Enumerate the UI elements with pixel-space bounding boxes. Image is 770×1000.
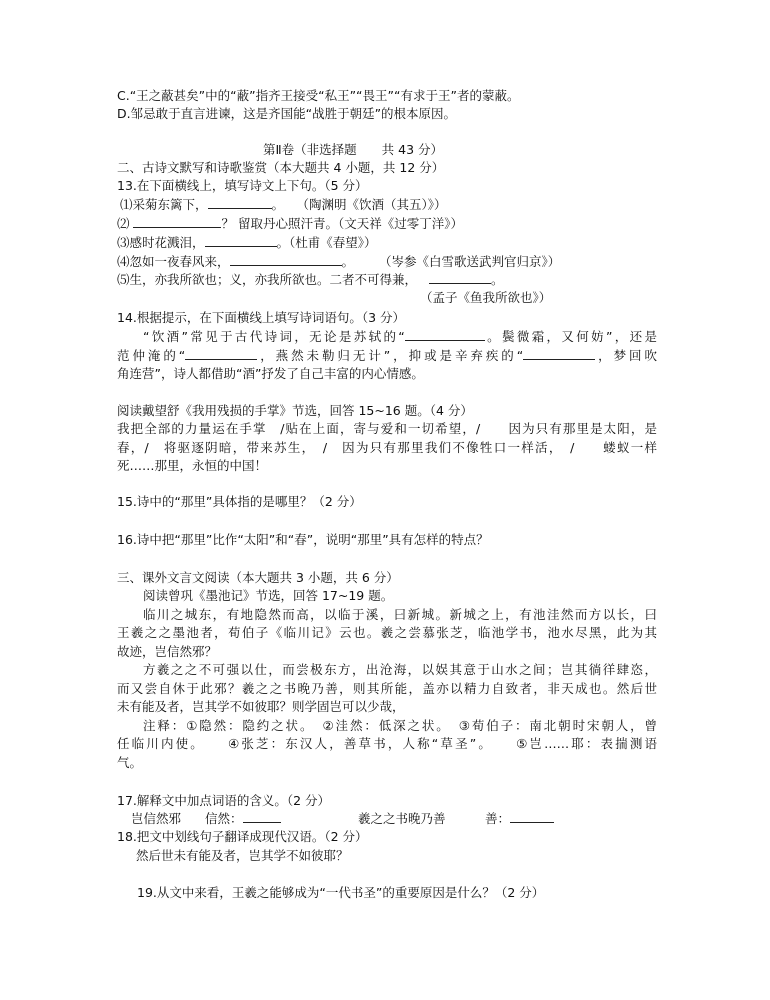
section-heading: 二、古诗文默写和诗歌鉴赏（本大题共 4 小题，共 12 分） (117, 160, 445, 175)
section-heading: 三、课外文言文阅读（本大题共 3 小题，共 6 分） (117, 570, 399, 585)
answer-blank[interactable] (230, 253, 342, 266)
note-line: 任临川内使。 ④张芝：东汉人，善草书，人称“草圣”。 ⑤岂……耶：表揣测语 (117, 736, 657, 751)
answer-blank[interactable] (205, 234, 277, 247)
q13-item-2: ⑵ ？ 留取丹心照汗青。（文天祥《过零丁洋》） (117, 216, 463, 231)
question-13: 13.在下面横线上，填写诗文上下句。（5 分） (117, 178, 368, 193)
q17-item-2: 羲之之书晚乃善 (358, 811, 446, 826)
reading-intro: 阅读曾巩《墨池记》节选，回答 17~19 题。 (143, 588, 394, 603)
answer-blank[interactable] (243, 810, 281, 823)
poem-line: 死……那里，永恒的中国！ (117, 458, 268, 473)
q14-line-2: 范仲淹的“ ，燕然未勒归无计”，抑或是辛弃疾的“ ，梦回吹 (117, 348, 657, 363)
question-15: 15.诗中的“那里”具体指的是哪里？（2 分） (117, 494, 362, 509)
q17-blank-1: 信然： (205, 810, 281, 828)
q13-item-5: ⑸生，亦我所欲也；义，亦我所欲也。二者不可得兼， 。 (117, 272, 504, 287)
q14-line-3: 角连营”，诗人都借助“酒”抒发了自己丰富的内心情感。 (117, 366, 424, 381)
q13-item-3: ⑶感时花溅泪， 。（杜甫《春望》） (117, 235, 377, 250)
passage-line: 临川之城东，有地隐然而高，以临于溪，曰新城。新城之上，有池洼然而方以长，曰 (143, 607, 657, 622)
reading-intro: 阅读戴望舒《我用残损的手掌》节选，回答 15~16 题。（4 分） (117, 403, 473, 418)
part-title: 第Ⅱ卷（非选择题 共 43 分） (263, 142, 444, 157)
poem-line: 春，/ 将驱逐阴暗，带来苏生， / 因为只有那里我们不像牲口一样活， / 蝼蚁一样 (117, 440, 657, 455)
q13-item-4: ⑷忽如一夜春风来， 。 （岑参《白雪歌送武判官归京》） (117, 254, 561, 269)
answer-blank[interactable] (429, 271, 491, 284)
answer-blank[interactable] (133, 215, 221, 228)
answer-blank[interactable] (405, 328, 485, 341)
passage-line: 故迹，岂信然邪？ (117, 644, 218, 659)
q14-line-1: “饮酒”常见于古代诗词，无论是苏轼的“ 。鬓微霜，又何妨”，还是 (143, 329, 657, 344)
q13-source: （孟子《鱼我所欲也》） (420, 290, 552, 305)
question-18: 18.把文中划线句子翻译成现代汉语。（2 分） (117, 829, 368, 844)
note-line: 气。 (117, 755, 143, 770)
q17-blank-2: 善： (485, 810, 554, 828)
passage-line: 而又尝自休于此邪？羲之之书晚乃善，则其所能，盖亦以精力自致者，非天成也。然后世 (117, 681, 657, 696)
poem-line: 我把全部的力量运在手掌 /贴在上面，寄与爱和一切希望，/ 因为只有那里是太阳，是 (117, 421, 657, 436)
question-17: 17.解释文中加点词语的含义。（2 分） (117, 793, 331, 808)
q13-item-1: ⑴采菊东篱下， 。 （陶渊明《饮酒（其五）》） (120, 197, 447, 212)
option-c: C.“王之蔽甚矣”中的“蔽”指齐王接受“私王”“畏王”“有求于王”者的蒙蔽。 (117, 88, 520, 103)
answer-blank[interactable] (208, 196, 272, 209)
answer-blank[interactable] (510, 810, 554, 823)
note-line: 注释：①隐然：隐约之状。 ②洼然：低深之状。 ③荀伯子：南北朝时宋朝人，曾 (143, 718, 657, 733)
passage-line: 未有能及者，岂其学不如彼耶？则学固岂可以少哉， (117, 699, 405, 714)
question-14: 14.根据提示，在下面横线上填写诗词语句。（3 分） (117, 310, 406, 325)
answer-blank[interactable] (185, 347, 257, 360)
passage-line: 王羲之之墨池者，荀伯子《临川记》云也。羲之尝慕张芝，临池学书，池水尽黑，此为其 (117, 625, 657, 640)
answer-blank[interactable] (523, 347, 595, 360)
question-19: 19.从文中来看，王羲之能够成为“一代书圣”的重要原因是什么？（2 分） (137, 885, 545, 900)
passage-line: 方羲之之不可强以仕，而尝极东方，出沧海，以娱其意于山水之间；岂其徜徉肆恣， (143, 662, 657, 677)
option-d: D.邹忌敢于直言进谏，这是齐国能“战胜于朝廷”的根本原因。 (117, 106, 457, 121)
q18-sentence: 然后世未有能及者，岂其学不如彼耶？ (136, 848, 349, 863)
q17-item-1: 岂信然邪 (131, 811, 182, 826)
question-16: 16.诗中把“那里”比作“太阳”和“春”，说明“那里”具有怎样的特点？ (117, 532, 489, 547)
